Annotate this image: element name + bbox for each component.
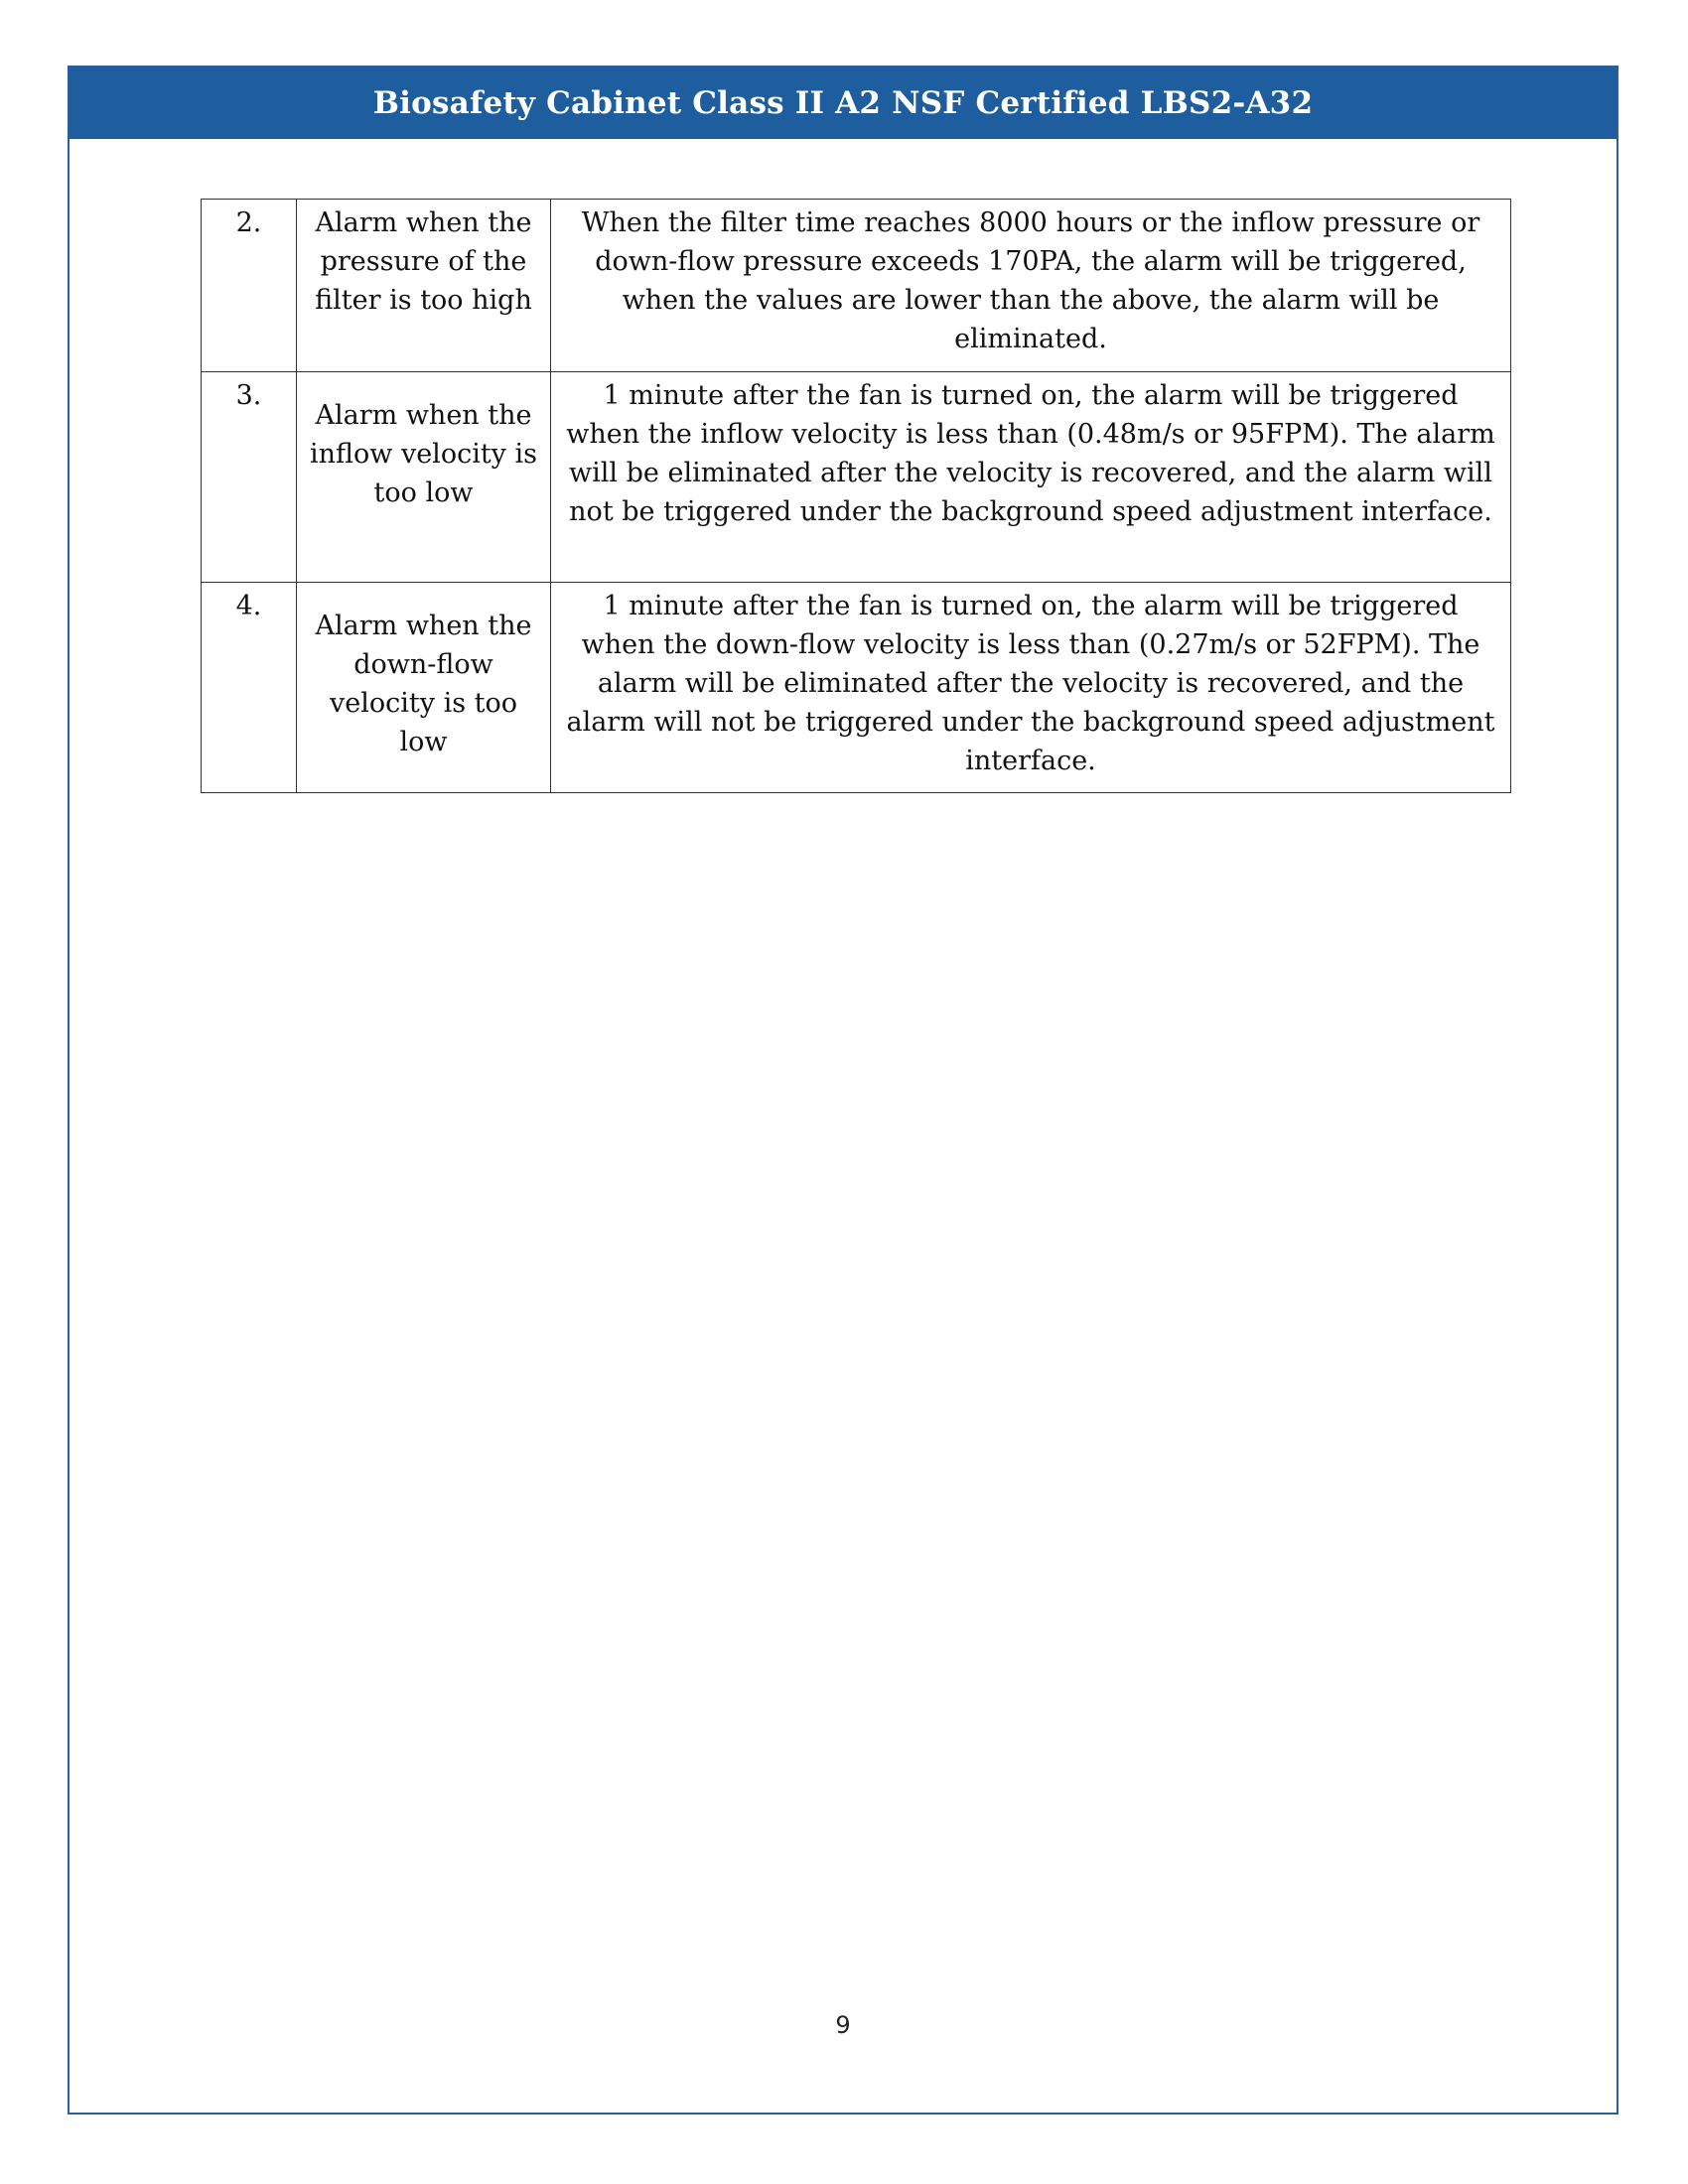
- alarm-name: Alarm when the inflow velocity is too low: [297, 372, 551, 583]
- table-row: [202, 372, 1511, 583]
- row-number: 3.: [202, 372, 297, 583]
- table-row: [202, 583, 1511, 793]
- page-frame: [68, 66, 1618, 2115]
- alarm-name: Alarm when the down-flow velocity is too low: [297, 583, 551, 793]
- page-number: 9: [835, 2011, 851, 2039]
- alarm-description: When the filter time reaches 8000 hours or the inflow pressure or down-flow pressure exceeds 170PA, the alarm will be triggered, when the values are lower than the above, the alarm will be eliminated.: [551, 200, 1511, 372]
- alarm-name: Alarm when the pressure of the filter is too high: [297, 200, 551, 372]
- header-bar: [70, 68, 1617, 139]
- alarm-table: [201, 199, 1511, 793]
- alarm-description: 1 minute after the fan is turned on, the alarm will be triggered when the down-flow velocity is less than (0.27m/s or 52FPM). The alarm will be eliminated after the velocity is recovered, and the alarm will not be triggered under the background speed adjustment interface.: [551, 583, 1511, 793]
- row-number: 4.: [202, 583, 297, 793]
- document-title: Biosafety Cabinet Class II A2 NSF Certified LBS2-A32: [372, 85, 1314, 121]
- row-number: 2.: [202, 200, 297, 372]
- table-row: [202, 200, 1511, 372]
- alarm-description: 1 minute after the fan is turned on, the alarm will be triggered when the inflow velocity is less than (0.48m/s or 95FPM). The alarm will be eliminated after the velocity is recovered, and the alarm will not be triggered under the background speed adjustment interface.: [551, 372, 1511, 583]
